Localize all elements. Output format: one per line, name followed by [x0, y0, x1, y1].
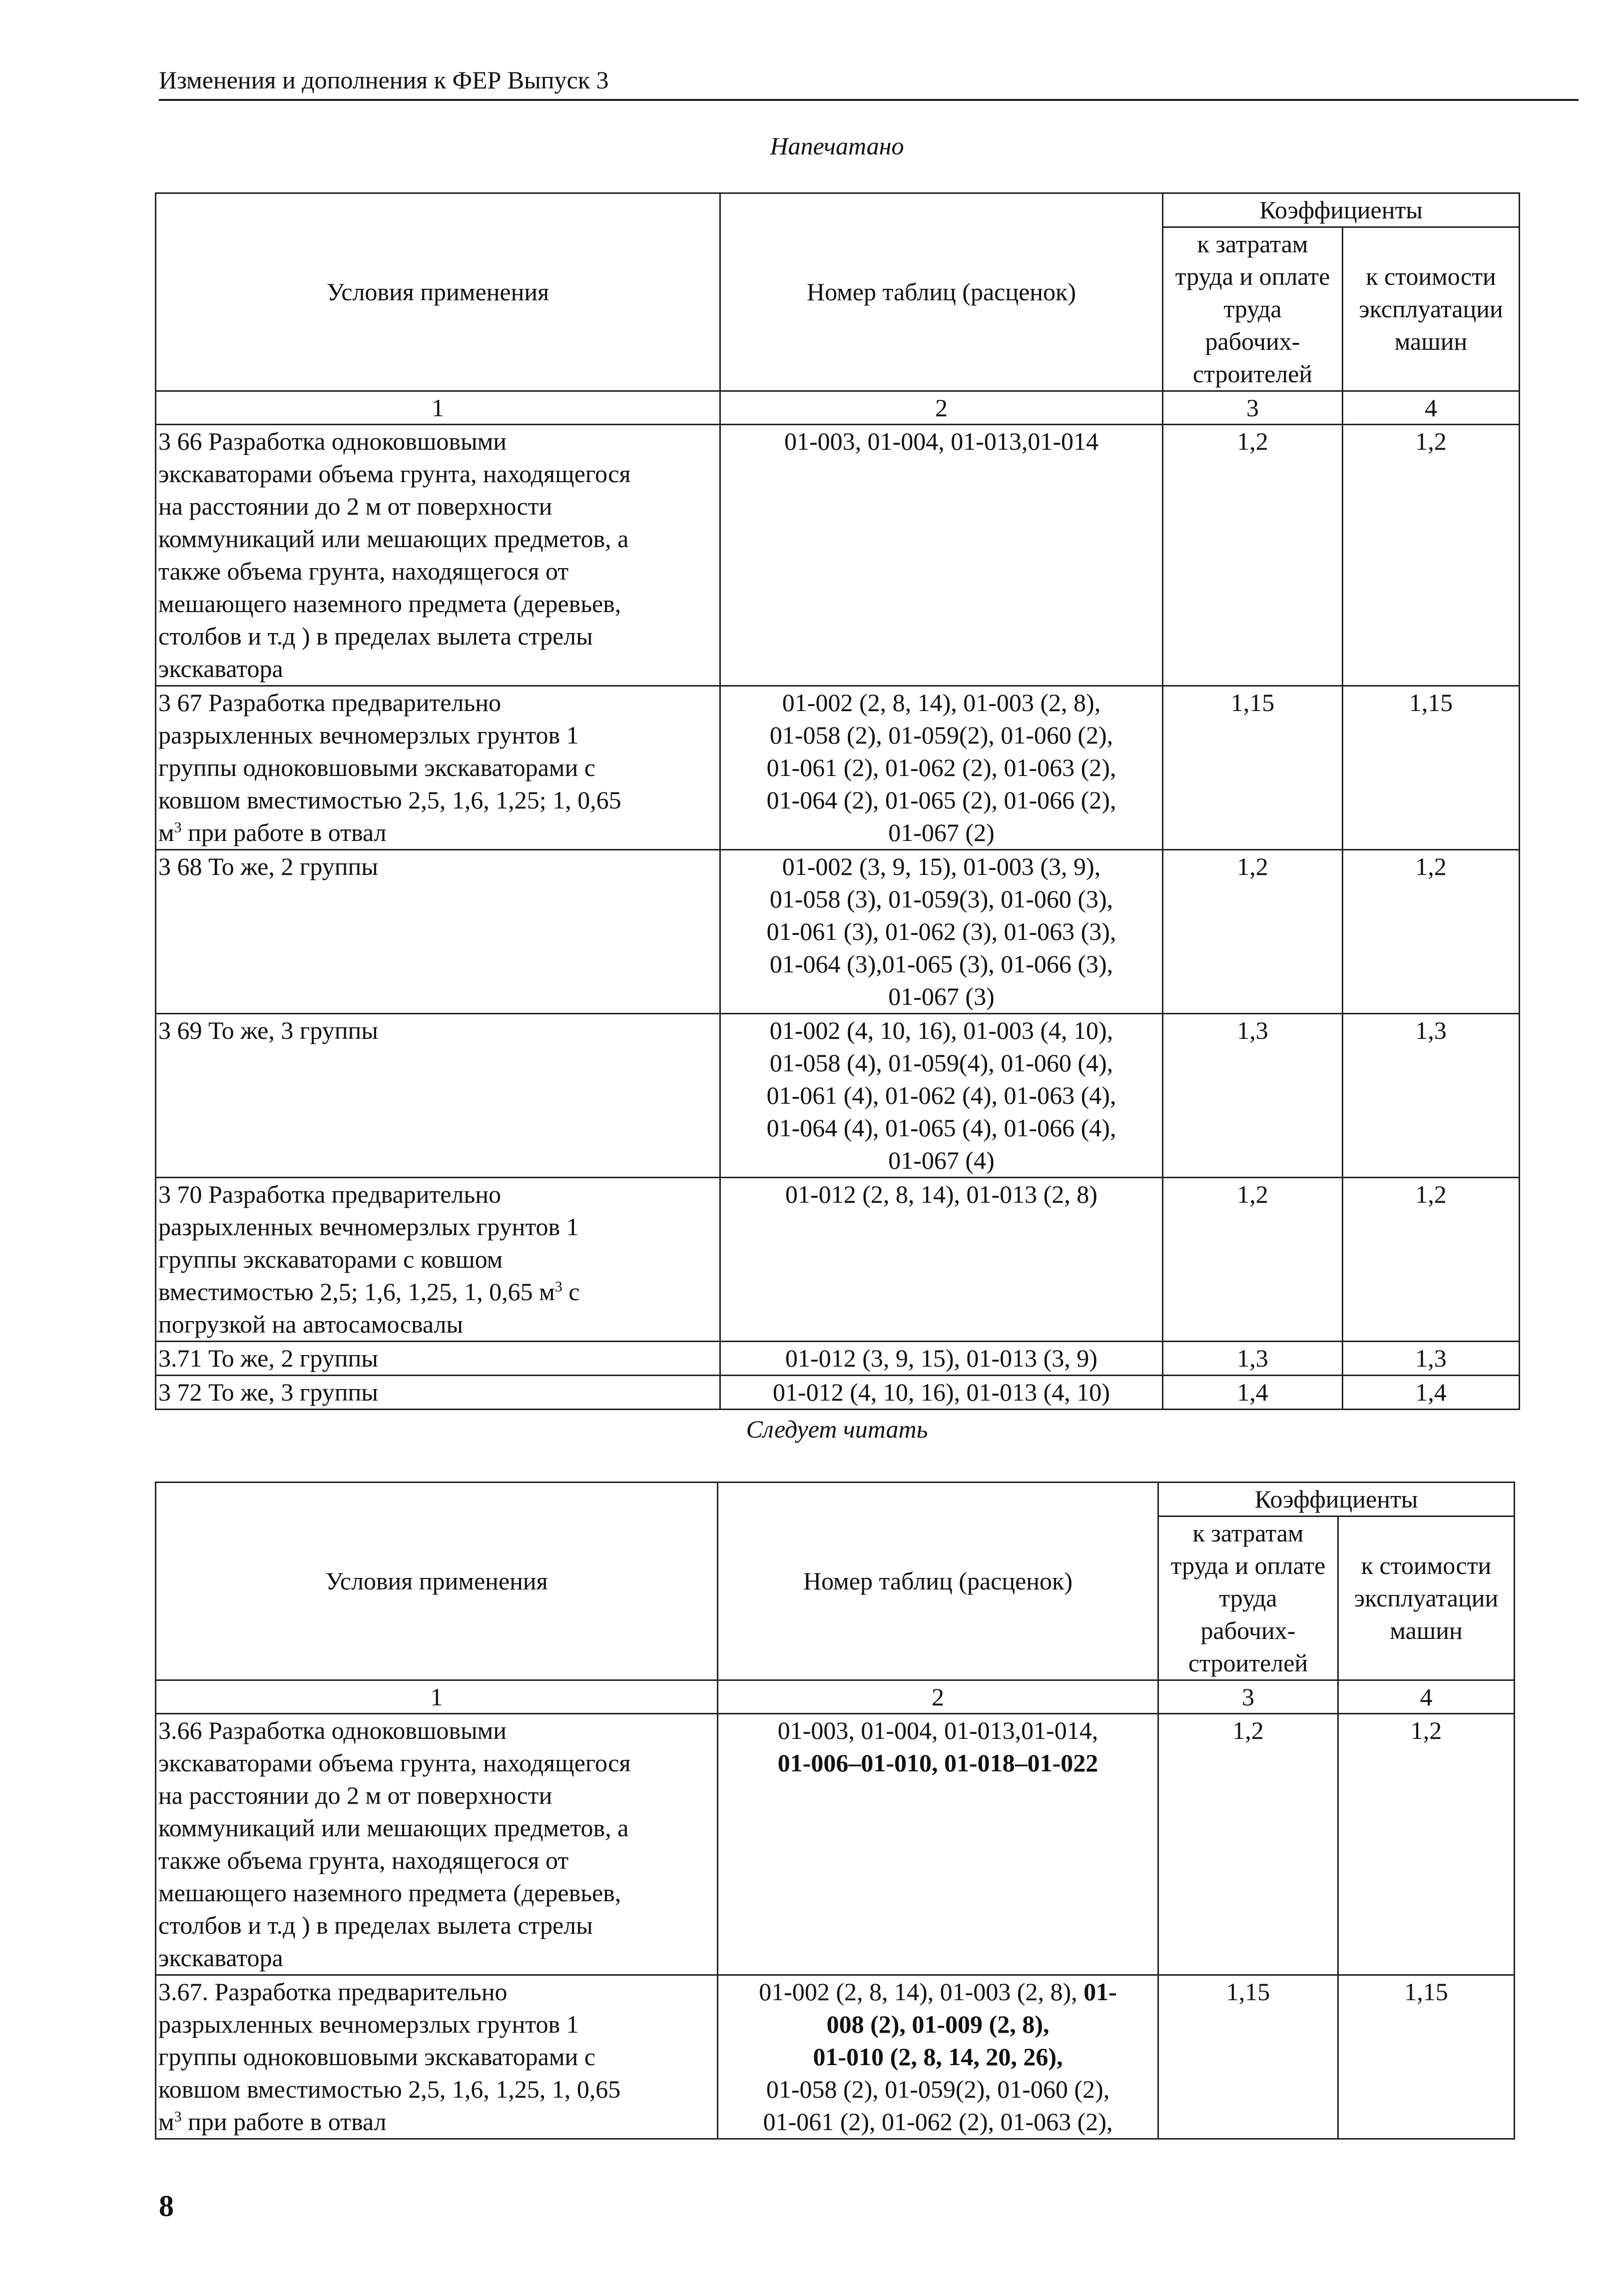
table-row: [156, 1014, 1520, 1178]
row-k-machines: 1,15: [1343, 686, 1520, 850]
header-machines: к стоимости эксплуатации машин: [1343, 227, 1520, 391]
row-k-machines: 1,3: [1343, 1342, 1520, 1376]
row-tables: 01-002 (2, 8, 14), 01-003 (2, 8), 01-058 (2), 01-059(2), 01-060 (2), 01-061 (2), 01-062 (2), 01-063 (2), 01-064 (2), 01-065 (2), 01-066 (2), 01-067 (2): [720, 686, 1163, 850]
table-row: [156, 425, 1520, 686]
header-tables: Номер таблиц (расценок): [720, 193, 1163, 391]
row-k-machines: 1,2: [1343, 1178, 1520, 1342]
row-tables: 01-003, 01-004, 01-013,01-014: [720, 425, 1163, 686]
row-k-machines: 1,4: [1343, 1376, 1520, 1410]
row-k-labor: 1,3: [1163, 1342, 1343, 1376]
header-conditions: Условия применения: [156, 1483, 718, 1680]
row-tables: 01-003, 01-004, 01-013,01-014, 01-006–01-010, 01-018–01-022: [718, 1714, 1158, 1975]
row-conditions: 3 66 Разработка одноковшовыми экскаваторами объема грунта, находящегося на расстоянии до 2 м от поверхности коммуникаций или мешающих предметов, а также объема грунта, находящегося от мешающего наземного предмета (деревьев, столбов и т.д ) в пределах вылета стрелы экскаватора: [156, 425, 720, 686]
row-conditions: 3.66 Разработка одноковшовыми экскаваторами объема грунта, находящегося на расстоянии до 2 м от поверхности коммуникаций или мешающих предметов, а также объема грунта, находящегося от мешающего наземного предмета (деревьев, столбов и т.д ) в пределах вылета стрелы экскаватора: [156, 1714, 718, 1975]
row-tables: 01-002 (2, 8, 14), 01-003 (2, 8), 01- 008 (2), 01-009 (2, 8), 01-010 (2, 8, 14, 20, 26), 01-058 (2), 01-059(2), 01-060 (2), 01-061 (2), 01-062 (2), 01-063 (2),: [718, 1975, 1158, 2139]
row-k-machines: 1,3: [1343, 1014, 1520, 1178]
table-row: [156, 850, 1520, 1014]
row-k-labor: 1,15: [1163, 686, 1343, 850]
row-conditions: 3 67 Разработка предварительно разрыхленных вечномерзлых грунтов 1 группы одноковшовыми экскаваторами с ковшом вместимостью 2,5, 1,6, 1,25; 1, 0,65 $м^3$ при работе в отвал: [156, 686, 720, 850]
header-labor: к затратам труда и оплате труда рабочих- строителей: [1163, 227, 1343, 391]
row-conditions: 3.71 То же, 2 группы: [156, 1342, 720, 1376]
table-row: [156, 686, 1520, 850]
row-k-labor: 1,2: [1158, 1714, 1338, 1975]
table-row: [156, 1714, 1515, 1975]
row-tables: 01-012 (2, 8, 14), 01-013 (2, 8): [720, 1178, 1163, 1342]
header-machines: к стоимости эксплуатации машин: [1338, 1517, 1515, 1680]
section-title-printed: Напечатано: [770, 132, 904, 160]
row-k-machines: 1,2: [1343, 850, 1520, 1014]
row-k-labor: 1,2: [1163, 850, 1343, 1014]
row-tables: 01-002 (3, 9, 15), 01-003 (3, 9), 01-058 (3), 01-059(3), 01-060 (3), 01-061 (3), 01-062 (3), 01-063 (3), 01-064 (3),01-065 (3), 01-066 (3), 01-067 (3): [720, 850, 1163, 1014]
row-conditions: 3.67. Разработка предварительно разрыхленных вечномерзлых грунтов 1 группы одноковшовыми экскаваторами с ковшом вместимостью 2,5, 1,6, 1,25, 1, 0,65 $м^3$ при работе в отвал: [156, 1975, 718, 2139]
document-header: [159, 65, 1579, 101]
row-k-labor: 1,4: [1163, 1376, 1343, 1410]
row-conditions: 3 68 То же, 2 группы: [156, 850, 720, 1014]
row-tables: 01-002 (4, 10, 16), 01-003 (4, 10), 01-058 (4), 01-059(4), 01-060 (4), 01-061 (4), 01-062 (4), 01-063 (4), 01-064 (4), 01-065 (4), 01-066 (4), 01-067 (4): [720, 1014, 1163, 1178]
row-k-labor: 1,3: [1163, 1014, 1343, 1178]
column-number-row: 1 2 3 4: [156, 1680, 1515, 1714]
page-number: 8: [159, 2190, 174, 2223]
row-k-labor: 1,2: [1163, 425, 1343, 686]
header-conditions: Условия применения: [156, 193, 720, 391]
table-row: [156, 1376, 1520, 1410]
header-tables: Номер таблиц (расценок): [718, 1483, 1158, 1680]
row-k-machines: 1,15: [1338, 1975, 1515, 2139]
coefficients-table-printed: [155, 192, 1520, 1410]
header-title: Изменения и дополнения к ФЕР Выпуск 3: [159, 66, 609, 94]
row-conditions: 3 72 То же, 3 группы: [156, 1376, 720, 1410]
table-row: [156, 1342, 1520, 1376]
header-coefficients: Коэффициенты: [1163, 193, 1520, 227]
table-row: [156, 1975, 1515, 2139]
column-number-row: 1 2 3 4: [156, 391, 1520, 425]
row-k-machines: 1,2: [1343, 425, 1520, 686]
table-row: [156, 1178, 1520, 1342]
header-labor: к затратам труда и оплате труда рабочих- строителей: [1158, 1517, 1338, 1680]
row-k-machines: 1,2: [1338, 1714, 1515, 1975]
coefficients-table-corrected: [155, 1482, 1515, 2140]
row-conditions: 3 70 Разработка предварительно разрыхленных вечномерзлых грунтов 1 группы экскаваторами с ковшом вместимостью 2,5; 1,6, 1,25, 1, 0,65 $м^3$ с погрузкой на автосамосвалы: [156, 1178, 720, 1342]
row-conditions: 3 69 То же, 3 группы: [156, 1014, 720, 1178]
header-coefficients: Коэффициенты: [1158, 1483, 1515, 1517]
row-k-labor: 1,2: [1163, 1178, 1343, 1342]
section-title-corrected: Следует читать: [746, 1415, 928, 1443]
row-k-labor: 1,15: [1158, 1975, 1338, 2139]
row-tables: 01-012 (4, 10, 16), 01-013 (4, 10): [720, 1376, 1163, 1410]
row-tables: 01-012 (3, 9, 15), 01-013 (3, 9): [720, 1342, 1163, 1376]
